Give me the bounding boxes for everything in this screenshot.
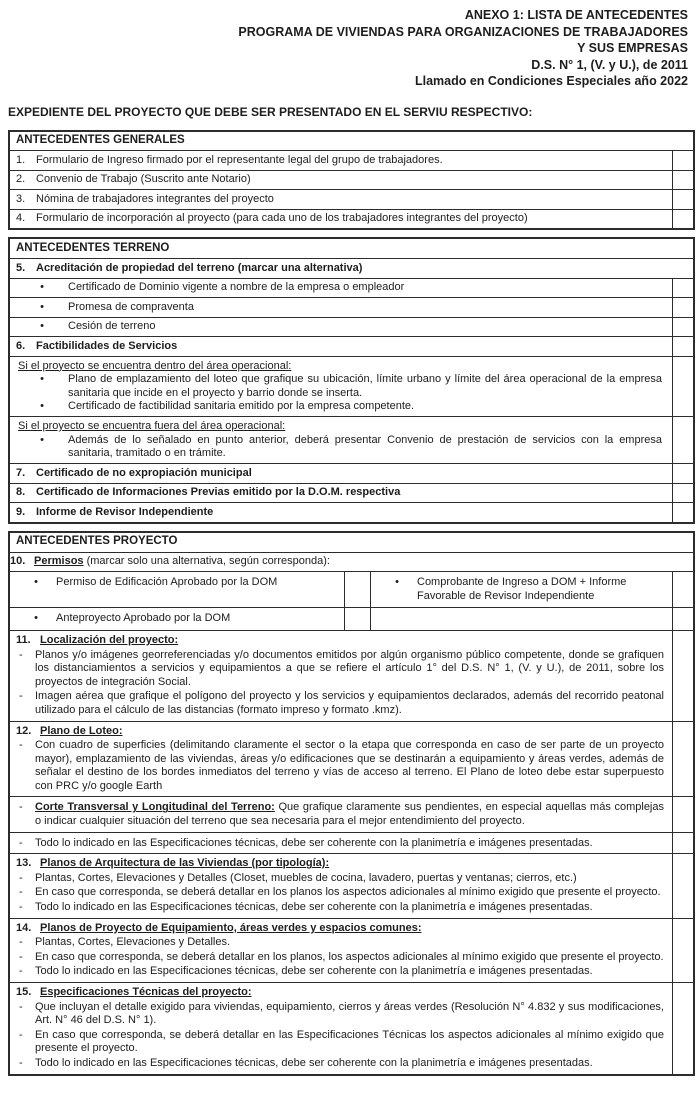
item-number: 3.: [16, 192, 26, 205]
bullet-marker: •: [34, 612, 38, 625]
checkbox-cell: [672, 210, 693, 229]
checklist-item-row: [10, 209, 693, 229]
checkbox-cell: [672, 919, 693, 982]
dash-marker: -: [19, 901, 23, 914]
doc-title-line-3: Y SUS EMPRESAS: [577, 41, 688, 55]
item-number: 13.: [16, 857, 32, 870]
bullet-text: Certificado de factibilidad sanitaria emitido por la empresa competente.: [68, 400, 415, 413]
item-number: 6.: [16, 339, 26, 352]
dash-marker: -: [19, 1028, 23, 1041]
item-title: Planos de Proyecto de Equipamiento, áreas verdes y espacios comunes:: [40, 921, 422, 934]
terreno-table: [8, 237, 695, 524]
checkbox-cell: [672, 854, 693, 917]
item-title: Plano de Loteo:: [40, 724, 123, 737]
doc-title-line-5: Llamado en Condiciones Especiales año 2022: [414, 74, 688, 88]
item-title: Especificaciones Técnicas del proyecto:: [40, 986, 252, 998]
option-row: [10, 297, 693, 317]
checkbox-cell: [672, 298, 693, 317]
item-text: Convenio de Trabajo (Suscrito ante Notario): [36, 173, 251, 186]
dash-text: Todo lo indicado en las Especificaciones técnicas, debe ser coherente con la planimetría e imágenes presentadas.: [35, 965, 593, 978]
checkbox-cell: [672, 503, 693, 522]
checklist-item-row: [10, 258, 693, 278]
dash-marker: -: [19, 965, 23, 978]
section-title-row: [10, 132, 693, 151]
section-title: ANTECEDENTES GENERALES: [16, 134, 185, 146]
dash-marker: -: [19, 950, 23, 963]
dash-marker: -: [19, 936, 23, 949]
bullet-marker: •: [40, 433, 44, 446]
dash-marker: -: [19, 801, 23, 814]
dash-text: Imagen aérea que grafique el polígono del proyecto y los servicios y equipamientos declarados, además del recorrido peatonal utilizado para el cálculo de las distancias (formato impreso y formato .kmz).: [35, 690, 664, 716]
dash-tail: Que grafique claramente sus pendientes, en especial aquellas más complejas o indicar cualquier situación del terreno que sea necesaria para el mejor entendimiento del proyecto.: [35, 801, 664, 828]
bullet-marker: •: [40, 300, 44, 313]
doc-title-line-1: ANEXO 1: LISTA DE ANTECEDENTES: [464, 8, 688, 22]
intro-heading: EXPEDIENTE DEL PROYECTO QUE DEBE SER PRESENTADO EN EL SERVIU RESPECTIVO:: [8, 104, 533, 119]
dash-text: Con cuadro de superficies (delimitando claramente el sector o la etapa que corresponda en caso de ser parte de un proyecto mayor), emplazamiento de las viviendas, áreas y/o edificaciones que se destinarán a equipamiento y áreas verdes, además de señalar el destino de los bordes inmediatos del terreno y vías de acceso al terreno. El Plano de loteo debe estar superpuesto con PRC y/o google Earth: [35, 739, 664, 792]
dash-text: [35, 801, 666, 828]
option-text: Certificado de Dominio vigente a nombre de la empresa o empleador: [68, 281, 405, 294]
checkbox-cell: [672, 983, 693, 1074]
dash-marker: -: [19, 739, 23, 752]
dash-text: En caso que corresponda, se deberá detallar en las Especificaciones Técnicas los aspectos adicionales al mínimo exigido que presente el proyecto.: [35, 1028, 664, 1055]
checkbox-cell: [672, 337, 693, 356]
bullet-text: Además de lo señalado en punto anterior, deberá presentar Convenio de prestación de servicios con la empresa sanitaria, tramitado o en trámite.: [68, 433, 662, 460]
checklist-item-row: [10, 170, 693, 190]
conditional-block-row: [10, 356, 693, 416]
item-number: 5.: [16, 261, 26, 274]
checkbox-cell: [672, 417, 693, 463]
checkbox-cell: [672, 797, 693, 831]
dash-lead: Corte Transversal y Longitudinal del Terreno:: [35, 801, 275, 814]
checklist-item-row: [10, 502, 693, 522]
item-number: 2.: [16, 173, 26, 186]
item10-header-row: [10, 552, 693, 572]
item15-block-row: [10, 982, 693, 1074]
bullet-marker: •: [395, 576, 399, 589]
item-text: Certificado de Informaciones Previas emitido por la D.O.M. respectiva: [36, 486, 401, 499]
checkbox-cell: [672, 631, 693, 721]
option-text: Cesión de terreno: [68, 320, 156, 333]
checkbox-cell: [344, 572, 371, 607]
dash-text: Plantas, Cortes, Elevaciones y Detalles.: [35, 936, 231, 949]
checkbox-cell: [672, 572, 693, 607]
bullet-marker: •: [40, 373, 44, 386]
checkbox-cell: [672, 484, 693, 503]
dash-marker: -: [19, 886, 23, 899]
conditional-label: Si el proyecto se encuentra fuera del área operacional:: [18, 419, 286, 432]
doc-title-line-4: D.S. N° 1, (V. y U.), de 2011: [531, 57, 688, 72]
item-number: 14.: [16, 921, 32, 934]
permit-option-row: [10, 571, 693, 607]
dash-text: Todo lo indicado en las Especificaciones técnicas, debe ser coherente con la planimetría e imágenes presentadas.: [35, 836, 593, 849]
checklist-item-row: [10, 336, 693, 356]
item-title: Factibilidades de Servicios: [36, 339, 178, 352]
item-number: 10.: [10, 555, 26, 568]
dash-text: Todo lo indicado en las Especificaciones técnicas, debe ser coherente con la planimetría e imágenes presentadas.: [35, 901, 593, 914]
option-row: [10, 278, 693, 298]
item12-sub-row: [10, 832, 693, 854]
item-text: Nómina de trabajadores integrantes del proyecto: [36, 192, 274, 205]
item-number: 15.: [16, 986, 32, 998]
section-title-row: [10, 533, 693, 552]
dash-marker: -: [19, 1056, 23, 1069]
conditional-block-row: [10, 416, 693, 463]
checklist-item-row: [10, 483, 693, 503]
item-title: Permisos: [34, 555, 84, 568]
checkbox-cell: [672, 151, 693, 170]
permit-option-left: Permiso de Edificación Aprobado por la DOM: [56, 576, 278, 589]
permit-option-right: Comprobante de Ingreso a DOM + Informe Favorable de Revisor Independiente: [417, 576, 627, 602]
item14-block-row: [10, 918, 693, 982]
bullet-marker: •: [34, 576, 38, 589]
item-text: Formulario de incorporación al proyecto (para cada uno de los trabajadores integrantes del proyecto): [36, 212, 528, 225]
dash-text: En caso que corresponda, se deberá detallar en los planos los aspectos adicionales al mínimo exigido que presente el proyecto.: [35, 886, 661, 899]
option-text: Promesa de compraventa: [68, 300, 194, 313]
dash-marker: -: [19, 836, 23, 849]
checkbox-cell: [672, 190, 693, 209]
item-title: Localización del proyecto:: [40, 633, 179, 646]
checkbox-cell: [672, 608, 693, 630]
dash-text: Que incluyan el detalle exigido para viviendas, equipamiento, cierros y áreas verdes (Resolución N° 4.832 y sus modificaciones, Art. N° 46 del D.S. N° 1).: [35, 1000, 664, 1027]
conditional-label: Si el proyecto se encuentra dentro del área operacional:: [18, 359, 292, 372]
proyecto-table: [8, 531, 695, 1076]
checkbox-cell: [672, 722, 693, 797]
item-number: 1.: [16, 153, 26, 166]
dash-marker: -: [19, 871, 23, 884]
option-row: [10, 317, 693, 337]
item-number: 8.: [16, 486, 26, 499]
bullet-marker: •: [40, 320, 44, 333]
checklist-item-row: [10, 150, 693, 170]
section-title: ANTECEDENTES PROYECTO: [16, 535, 178, 548]
item-text: Formulario de Ingreso firmado por el representante legal del grupo de trabajadores.: [36, 153, 443, 166]
dash-text: En caso que corresponda, se deberá detallar en los planos, los aspectos adicionales al mínimo exigido que presente el proyecto.: [35, 950, 664, 963]
dash-marker: -: [19, 1000, 23, 1013]
document-title-block: [8, 5, 695, 90]
bullet-marker: •: [40, 281, 44, 294]
checkbox-cell: [672, 464, 693, 483]
checklist-item-row: [10, 189, 693, 209]
item-number: 4.: [16, 212, 26, 225]
item-title: Planos de Arquitectura de las Viviendas (por tipología):: [40, 857, 330, 870]
section-title-row: [10, 239, 693, 258]
item-text: Informe de Revisor Independiente: [36, 505, 214, 518]
item-title: Acreditación de propiedad del terreno (marcar una alternativa): [36, 261, 363, 274]
item12-sub-row: [10, 796, 693, 831]
dash-marker: -: [19, 648, 23, 661]
dash-marker: -: [19, 690, 23, 703]
item-number: 9.: [16, 505, 26, 518]
checkbox-cell: [672, 171, 693, 190]
checkbox-cell: [344, 608, 371, 630]
checkbox-cell: [672, 318, 693, 337]
checkbox-cell: [672, 833, 693, 854]
item13-block-row: [10, 853, 693, 917]
permit-option-row: [10, 607, 693, 630]
doc-title-line-2: PROGRAMA DE VIVIENDAS PARA ORGANIZACIONES DE TRABAJADORES: [238, 24, 688, 39]
generales-table: [8, 130, 695, 231]
item-number: 12.: [16, 724, 32, 737]
permit-option-left: Anteproyecto Aprobado por la DOM: [56, 612, 231, 625]
dash-text: Planos y/o imágenes georreferenciadas y/o documentos emitidos por algún organismo público competente, donde se grafiquen los distanciamientos a servicios y equipamientos a que se refiere el artículo 1° del D.S. N° 1, (V. y U.), de 2011, sobre los proyectos de integración Social.: [35, 648, 664, 688]
checkbox-cell: [672, 279, 693, 298]
item-number: 11.: [16, 633, 31, 646]
checklist-item-row: [10, 463, 693, 483]
checkbox-cell: [672, 357, 693, 416]
item-title-suffix: (marcar solo una alternativa, según corresponda):: [83, 555, 330, 568]
bullet-text: Plano de emplazamiento del loteo que grafique su ubicación, límite urbano y límite del área operacional de la empresa sanitaria que incide en el proyecto y barrio donde se inserta.: [68, 373, 662, 399]
item12-block-row: [10, 721, 693, 797]
item-number: 7.: [16, 466, 26, 479]
item-text: Certificado de no expropiación municipal: [36, 466, 252, 479]
item11-block-row: [10, 630, 693, 721]
dash-text: Todo lo indicado en las Especificaciones técnicas, debe ser coherente con la planimetría e imágenes presentadas.: [35, 1056, 593, 1069]
bullet-marker: •: [40, 400, 44, 413]
section-title: ANTECEDENTES TERRENO: [16, 241, 170, 254]
dash-text: Plantas, Cortes, Elevaciones y Detalles (Closet, muebles de cocina, lavadero, puertas y ventanas; cierros, etc.): [35, 871, 577, 884]
